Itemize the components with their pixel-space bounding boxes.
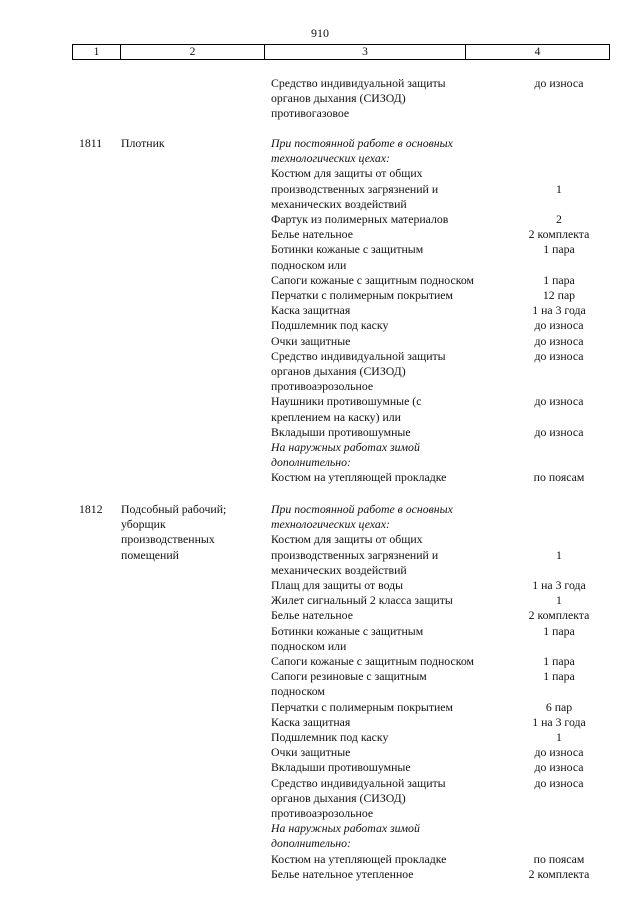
profession-name: Плотник xyxy=(121,136,165,150)
ppe-item-text: механических воздействий xyxy=(271,196,407,211)
ppe-quantity: 12 пар xyxy=(542,288,576,302)
ppe-item-text: противоаэрозольное xyxy=(271,806,374,820)
condition-heading: При постоянной работе в основных xyxy=(271,136,453,150)
ppe-quantity: по поясам xyxy=(533,851,585,866)
ppe-item-text: Средство индивидуальной защиты xyxy=(271,348,446,363)
ppe-item-text: Очки защитные xyxy=(271,745,351,760)
header-col-3: 3 xyxy=(265,45,466,59)
ppe-item-text: органов дыхания (СИЗОД) xyxy=(271,364,406,378)
ppe-quantity: до износа xyxy=(534,394,584,409)
ppe-quantity: до износа xyxy=(534,76,584,90)
profession-name: уборщик xyxy=(121,517,166,532)
ppe-quantity: по поясам xyxy=(533,470,585,485)
ppe-item-text: органов дыхания (СИЗОД) xyxy=(271,91,406,106)
condition-heading: На наружных работах зимой xyxy=(271,821,420,836)
ppe-item-text: Перчатки с полимерным покрытием xyxy=(271,288,454,302)
ppe-item-text: органов дыхания (СИЗОД) xyxy=(271,790,406,805)
ppe-quantity: до износа xyxy=(534,745,584,760)
table-header xyxy=(72,44,610,60)
ppe-item-text: Сапоги кожаные с защитным подноском xyxy=(271,654,474,668)
ppe-quantity: до износа xyxy=(534,775,584,790)
ppe-item-text: Вкладыши противошумные xyxy=(271,760,411,775)
ppe-quantity: 1 пара xyxy=(543,623,575,638)
ppe-item-text: производственных загрязнений и xyxy=(271,181,439,196)
ppe-quantity: 1 xyxy=(556,547,562,562)
ppe-quantity: до износа xyxy=(534,760,584,775)
ppe-item-text: подноском или xyxy=(271,257,347,272)
ppe-quantity: 1 xyxy=(556,181,562,196)
ppe-item-text: Плащ для защиты от воды xyxy=(271,578,404,592)
ppe-item-text: подноском или xyxy=(271,638,347,653)
ppe-item-text: Ботинки кожаные с защитным xyxy=(271,242,424,257)
ppe-item-text: Жилет сигнальный 2 класса защиты xyxy=(271,593,453,608)
ppe-item-text: Очки защитные xyxy=(271,333,351,348)
condition-heading: технологических цехах: xyxy=(271,151,390,166)
ppe-item-text: Белье нательное xyxy=(271,608,353,623)
ppe-item-text: Костюм для защиты от общих xyxy=(271,166,423,181)
ppe-item-text: противоаэрозольное xyxy=(271,379,374,394)
ppe-item-text: подноском xyxy=(271,684,325,699)
ppe-item-text: Подшлемник под каску xyxy=(271,730,389,744)
ppe-quantity: 6 пар xyxy=(545,699,573,714)
ppe-item-text: Костюм на утепляющей прокладке xyxy=(271,470,447,485)
ppe-item-text: Белье нательное xyxy=(271,227,353,242)
ppe-item-text: Сапоги резиновые с защитным xyxy=(271,669,427,684)
ppe-quantity: 1 пара xyxy=(543,669,575,684)
profession-number: 1811 xyxy=(79,136,103,150)
ppe-item-text: Белье нательное утепленное xyxy=(271,866,414,881)
ppe-quantity: 1 на 3 года xyxy=(532,714,586,729)
ppe-item-text: Каска защитная xyxy=(271,303,351,318)
header-col-1: 1 xyxy=(73,45,121,59)
profession-number: 1812 xyxy=(79,502,103,516)
ppe-quantity: 1 пара xyxy=(543,654,575,668)
header-col-2: 2 xyxy=(121,45,265,59)
ppe-item-text: Каска защитная xyxy=(271,714,351,729)
ppe-quantity: до износа xyxy=(534,333,584,348)
ppe-item-text: Фартук из полимерных материалов xyxy=(271,212,449,226)
ppe-item-text: Подшлемник под каску xyxy=(271,318,389,333)
ppe-item-text: креплением на каску) или xyxy=(271,409,401,424)
condition-heading: дополнительно: xyxy=(271,455,351,470)
ppe-quantity: 2 комплекта xyxy=(528,227,590,242)
profession-name: производственных xyxy=(121,532,215,547)
ppe-item-text: Ботинки кожаные с защитным xyxy=(271,623,424,638)
condition-heading: дополнительно: xyxy=(271,836,351,851)
ppe-item-text: противогазовое xyxy=(271,106,350,121)
ppe-item-text: Средство индивидуальной защиты xyxy=(271,76,446,90)
ppe-item-text: Сапоги кожаные с защитным подноском xyxy=(271,272,474,287)
condition-heading: технологических цехах: xyxy=(271,517,390,532)
ppe-quantity: до износа xyxy=(534,348,584,363)
page-number: 910 xyxy=(311,26,329,40)
ppe-quantity: 1 на 3 года xyxy=(532,578,586,592)
header-col-4: 4 xyxy=(534,46,541,58)
ppe-item-text: механических воздействий xyxy=(271,562,407,577)
condition-heading: На наружных работах зимой xyxy=(271,440,420,454)
ppe-quantity: 1 пара xyxy=(543,242,575,257)
ppe-item-text: Костюм на утепляющей прокладке xyxy=(271,851,447,866)
ppe-item-text: Средство индивидуальной защиты xyxy=(271,775,446,790)
ppe-quantity: 1 xyxy=(556,730,562,744)
ppe-item-text: производственных загрязнений и xyxy=(271,547,439,562)
condition-heading: При постоянной работе в основных xyxy=(271,502,453,516)
profession-name: Подсобный рабочий; xyxy=(121,502,227,516)
ppe-quantity: 1 пара xyxy=(543,272,575,287)
profession-name: помещений xyxy=(121,547,179,562)
ppe-quantity: до износа xyxy=(534,424,584,439)
ppe-quantity: до износа xyxy=(534,318,584,333)
ppe-item-text: Вкладыши противошумные xyxy=(271,424,411,439)
ppe-quantity: 2 xyxy=(556,212,562,226)
ppe-item-text: Наушники противошумные (с xyxy=(271,394,422,409)
ppe-quantity: 1 на 3 года xyxy=(532,303,586,318)
ppe-item-text: Костюм для защиты от общих xyxy=(271,532,423,547)
ppe-item-text: Перчатки с полимерным покрытием xyxy=(271,699,454,714)
ppe-quantity: 1 xyxy=(556,593,562,608)
ppe-quantity: 2 комплекта xyxy=(528,866,590,881)
ppe-quantity: 2 комплекта xyxy=(528,608,590,623)
